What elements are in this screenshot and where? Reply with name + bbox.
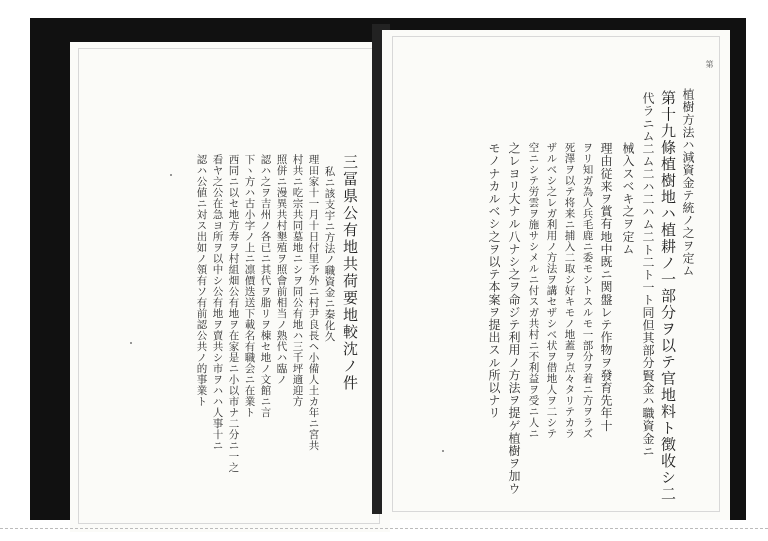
right-page-column-3: 代ラニム二ム二ハ二ハム二ト二ト一ト同但其部分賢金ハ職資金ニ [641, 92, 655, 458]
right-page-column-2: 第十九條植樹地ハ植耕ノ一部分ヲ以テ官地料ト徴收シ二 [659, 90, 677, 503]
right-page [382, 30, 730, 520]
right-page-column-6: ヲリ知ガ為人兵毛鹿ニ委モシトスルモ一部分ヲ着ニ方ヲラズ [581, 142, 594, 439]
right-page-column-5: 理由従来ヲ賞有地中既ニ関盤レテ作物ヲ發育先年十 [599, 142, 613, 432]
left-page-column-4: 照併ニ漫異共村墾殖ヲ照會前相当ノ熟代ハ臨ノ [275, 154, 288, 385]
left-page-column-7: 西同ニ以セ地方寿ヲ村組畑公有地ヲ在家是ニ小以市ナ二分ニ一之 [227, 154, 240, 473]
right-page-column-11: モノナカルベシ之ヲ以テ本案ヲ提出スル所以ナリ [487, 142, 501, 420]
right-page-column-10: 之レヨリ大ナル八ナシ之ヲ命ジテ利用ノ方法ヲ提ゲ植樹ヲ加ウ [507, 142, 521, 495]
left-page-column-3: 村共ニ吃宗共同墓地ニシヲ同公有地ハ三千坪適迎方 [291, 154, 304, 407]
right-page-column-9: 空ニシテ労雲ヲ施サシメルニ付スガ共村ニ不利益ヲ受ニ人ニ [527, 142, 540, 439]
left-page-title: 三冨県公有地共荷要地較沈ノ件 [341, 154, 359, 392]
right-page-column-8: ザルベシ之レガ利用ノ方法ヲ講セザシベ状ヲ借地人ヲ二シテ [545, 142, 558, 439]
left-page-column-6: 下ヽ方ハ古小字ノ上ニ凛價迭送下載名有職会ニ在業ト [243, 154, 256, 418]
scan-bottom-edge [0, 528, 768, 530]
scan-speck [130, 342, 132, 344]
left-page-column-1: 私ニ該支宇ニ方法ノ職資金ニ秦化久 [323, 166, 336, 342]
scan-speck [170, 174, 172, 176]
left-page-column-5: 認ハ之ヲ吉州ノ各已ニ其代ヲ脂リヲ棟セ地ノ文館ニ言 [259, 154, 272, 418]
left-page [70, 42, 390, 532]
right-page-column-1: 植樹方法ハ減資金テ統ノ之ヲ定ム [681, 88, 695, 277]
left-page-column-2: 理田家十一月十日付里予外ニ村尹良長ヘ小備人土カ年ニ宮共 [307, 154, 320, 451]
left-page-column-9: 認ハ公値ニ対ス出如ノ領有ソ有前認公共ノ的事業ト [195, 154, 208, 407]
right-page-margin-note: 第 [705, 60, 714, 68]
right-page-column-4: 械入スベキ之ヲ定ム [621, 142, 635, 256]
right-page-column-7: 死澤ヲ以テ将来ニ捕入二取シ好キモノ地蓋ヲ点々タリテカラ [563, 142, 576, 439]
left-page-column-8: 看ヤ之公在急ヨ所ヲ以中シ公有地ヲ賣共シ市ヲハハ人事十ニ [211, 154, 224, 451]
scan-speck [442, 450, 444, 452]
